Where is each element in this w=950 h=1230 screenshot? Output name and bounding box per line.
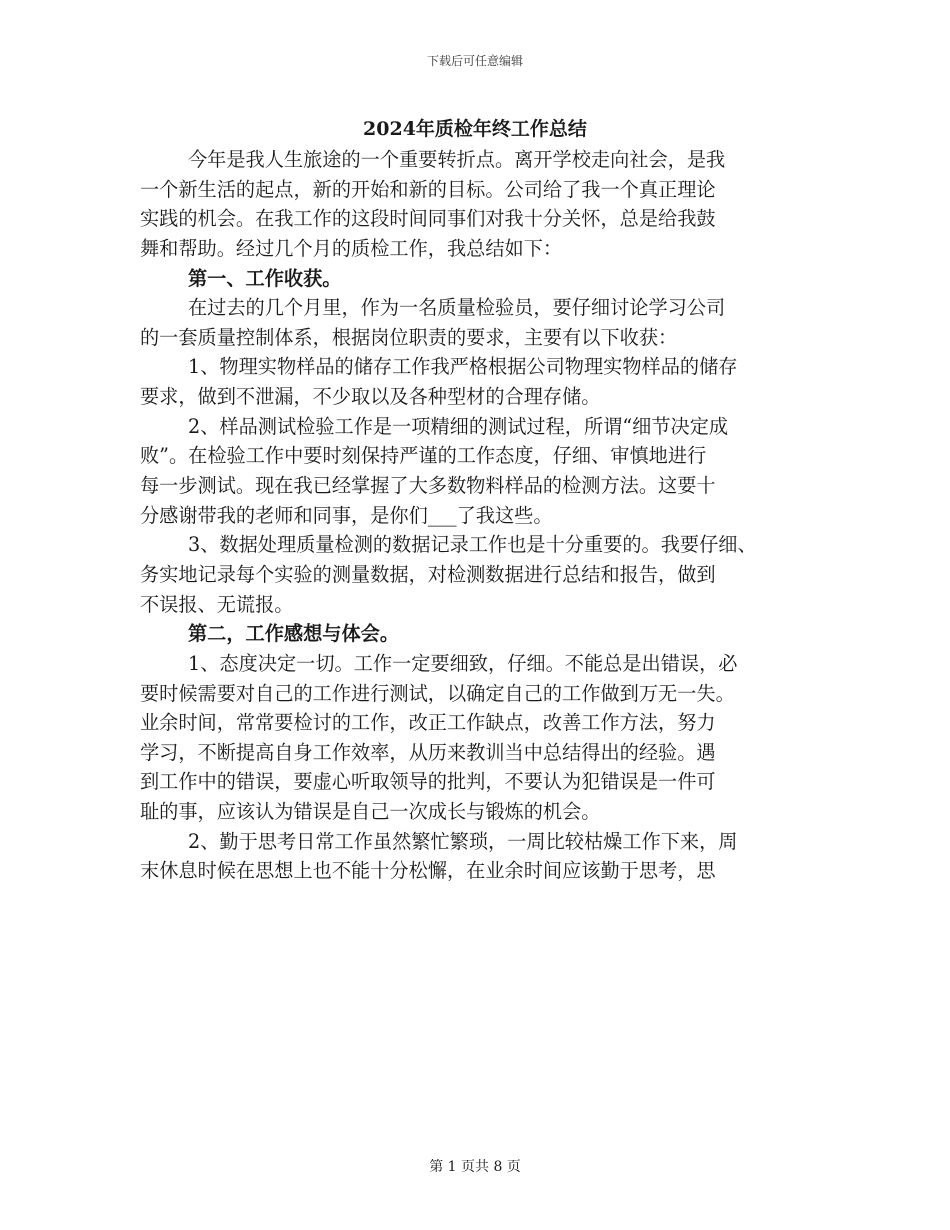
document-title: 2024年质检年终工作总结	[363, 118, 587, 140]
paragraph-line: 业余时间，常常要检讨的工作，改正工作缺点，改善工作方法，努力	[140, 711, 716, 735]
paragraph-line: 不误报、无谎报。	[140, 592, 294, 616]
page-number: 第 1 页共 8 页	[429, 1159, 521, 1175]
paragraph-line: 要求，做到不泄漏，不少取以及各种型材的合理存储。	[140, 385, 601, 409]
paragraph-line: 舞和帮助。经过几个月的质检工作，我总结如下：	[140, 236, 563, 260]
paragraph-line: 务实地记录每个实验的测量数据，对检测数据进行总结和报告，做到	[140, 562, 716, 586]
paragraph-line: 末休息时候在思想上也不能十分松懈，在业余时间应该勤于思考，思	[140, 859, 716, 883]
paragraph-line: 3、数据处理质量检测的数据记录工作也是十分重要的。我要仔细、	[188, 533, 757, 557]
paragraph-line: 今年是我人生旅途的一个重要转折点。离开学校走向社会，是我	[188, 148, 726, 171]
paragraph-line: 的一套质量控制体系，根据岗位职责的要求，主要有以下收获：	[140, 325, 678, 349]
paragraph-line: 每一步测试。现在我已经掌握了大多数物料样品的检测方法。这要十	[140, 474, 716, 498]
paragraph-line: 2、勤于思考日常工作虽然繁忙繁琐，一周比较枯燥工作下来，周	[188, 829, 738, 853]
paragraph-line: 1、态度决定一切。工作一定要细致，仔细。不能总是出错误，必	[188, 651, 738, 675]
page-header-note: 下载后可任意编辑	[426, 54, 523, 68]
section-heading: 第一、工作收获。	[188, 266, 342, 290]
paragraph-line: 一个新生活的起点，新的开始和新的目标。公司给了我一个真正理论	[140, 177, 716, 201]
section-heading: 第二，工作感想与体会。	[188, 622, 400, 646]
paragraph-line: 2、样品测试检验工作是一项精细的测试过程，所谓“细节决定成	[188, 414, 729, 438]
paragraph-line: 1、物理实物样品的储存工作我严格根据公司物理实物样品的储存	[188, 355, 738, 379]
paragraph-line: 在过去的几个月里，作为一名质量检验员，要仔细讨论学习公司	[188, 296, 726, 320]
paragraph-line: 学习，不断提高自身工作效率，从历来教训当中总结得出的经验。遇	[140, 740, 716, 764]
paragraph-line: 败”。在检验工作中要时刻保持严谨的工作态度，仔细、审慎地进行	[140, 444, 707, 468]
paragraph-line: 实践的机会。在我工作的这段时间同事们对我十分关怀，总是给我鼓	[140, 207, 716, 231]
document-body	[140, 145, 830, 886]
paragraph-line: 到工作中的错误，要虚心听取领导的批判，不要认为犯错误是一件可	[140, 770, 716, 794]
paragraph-line: 耻的事，应该认为错误是自己一次成长与锻炼的机会。	[140, 800, 601, 824]
paragraph-line: 分感谢带我的老师和同事，是你们___了我这些。	[140, 503, 553, 527]
paragraph-line: 要时候需要对自己的工作进行测试，以确定自己的工作做到万无一失。	[140, 681, 735, 705]
